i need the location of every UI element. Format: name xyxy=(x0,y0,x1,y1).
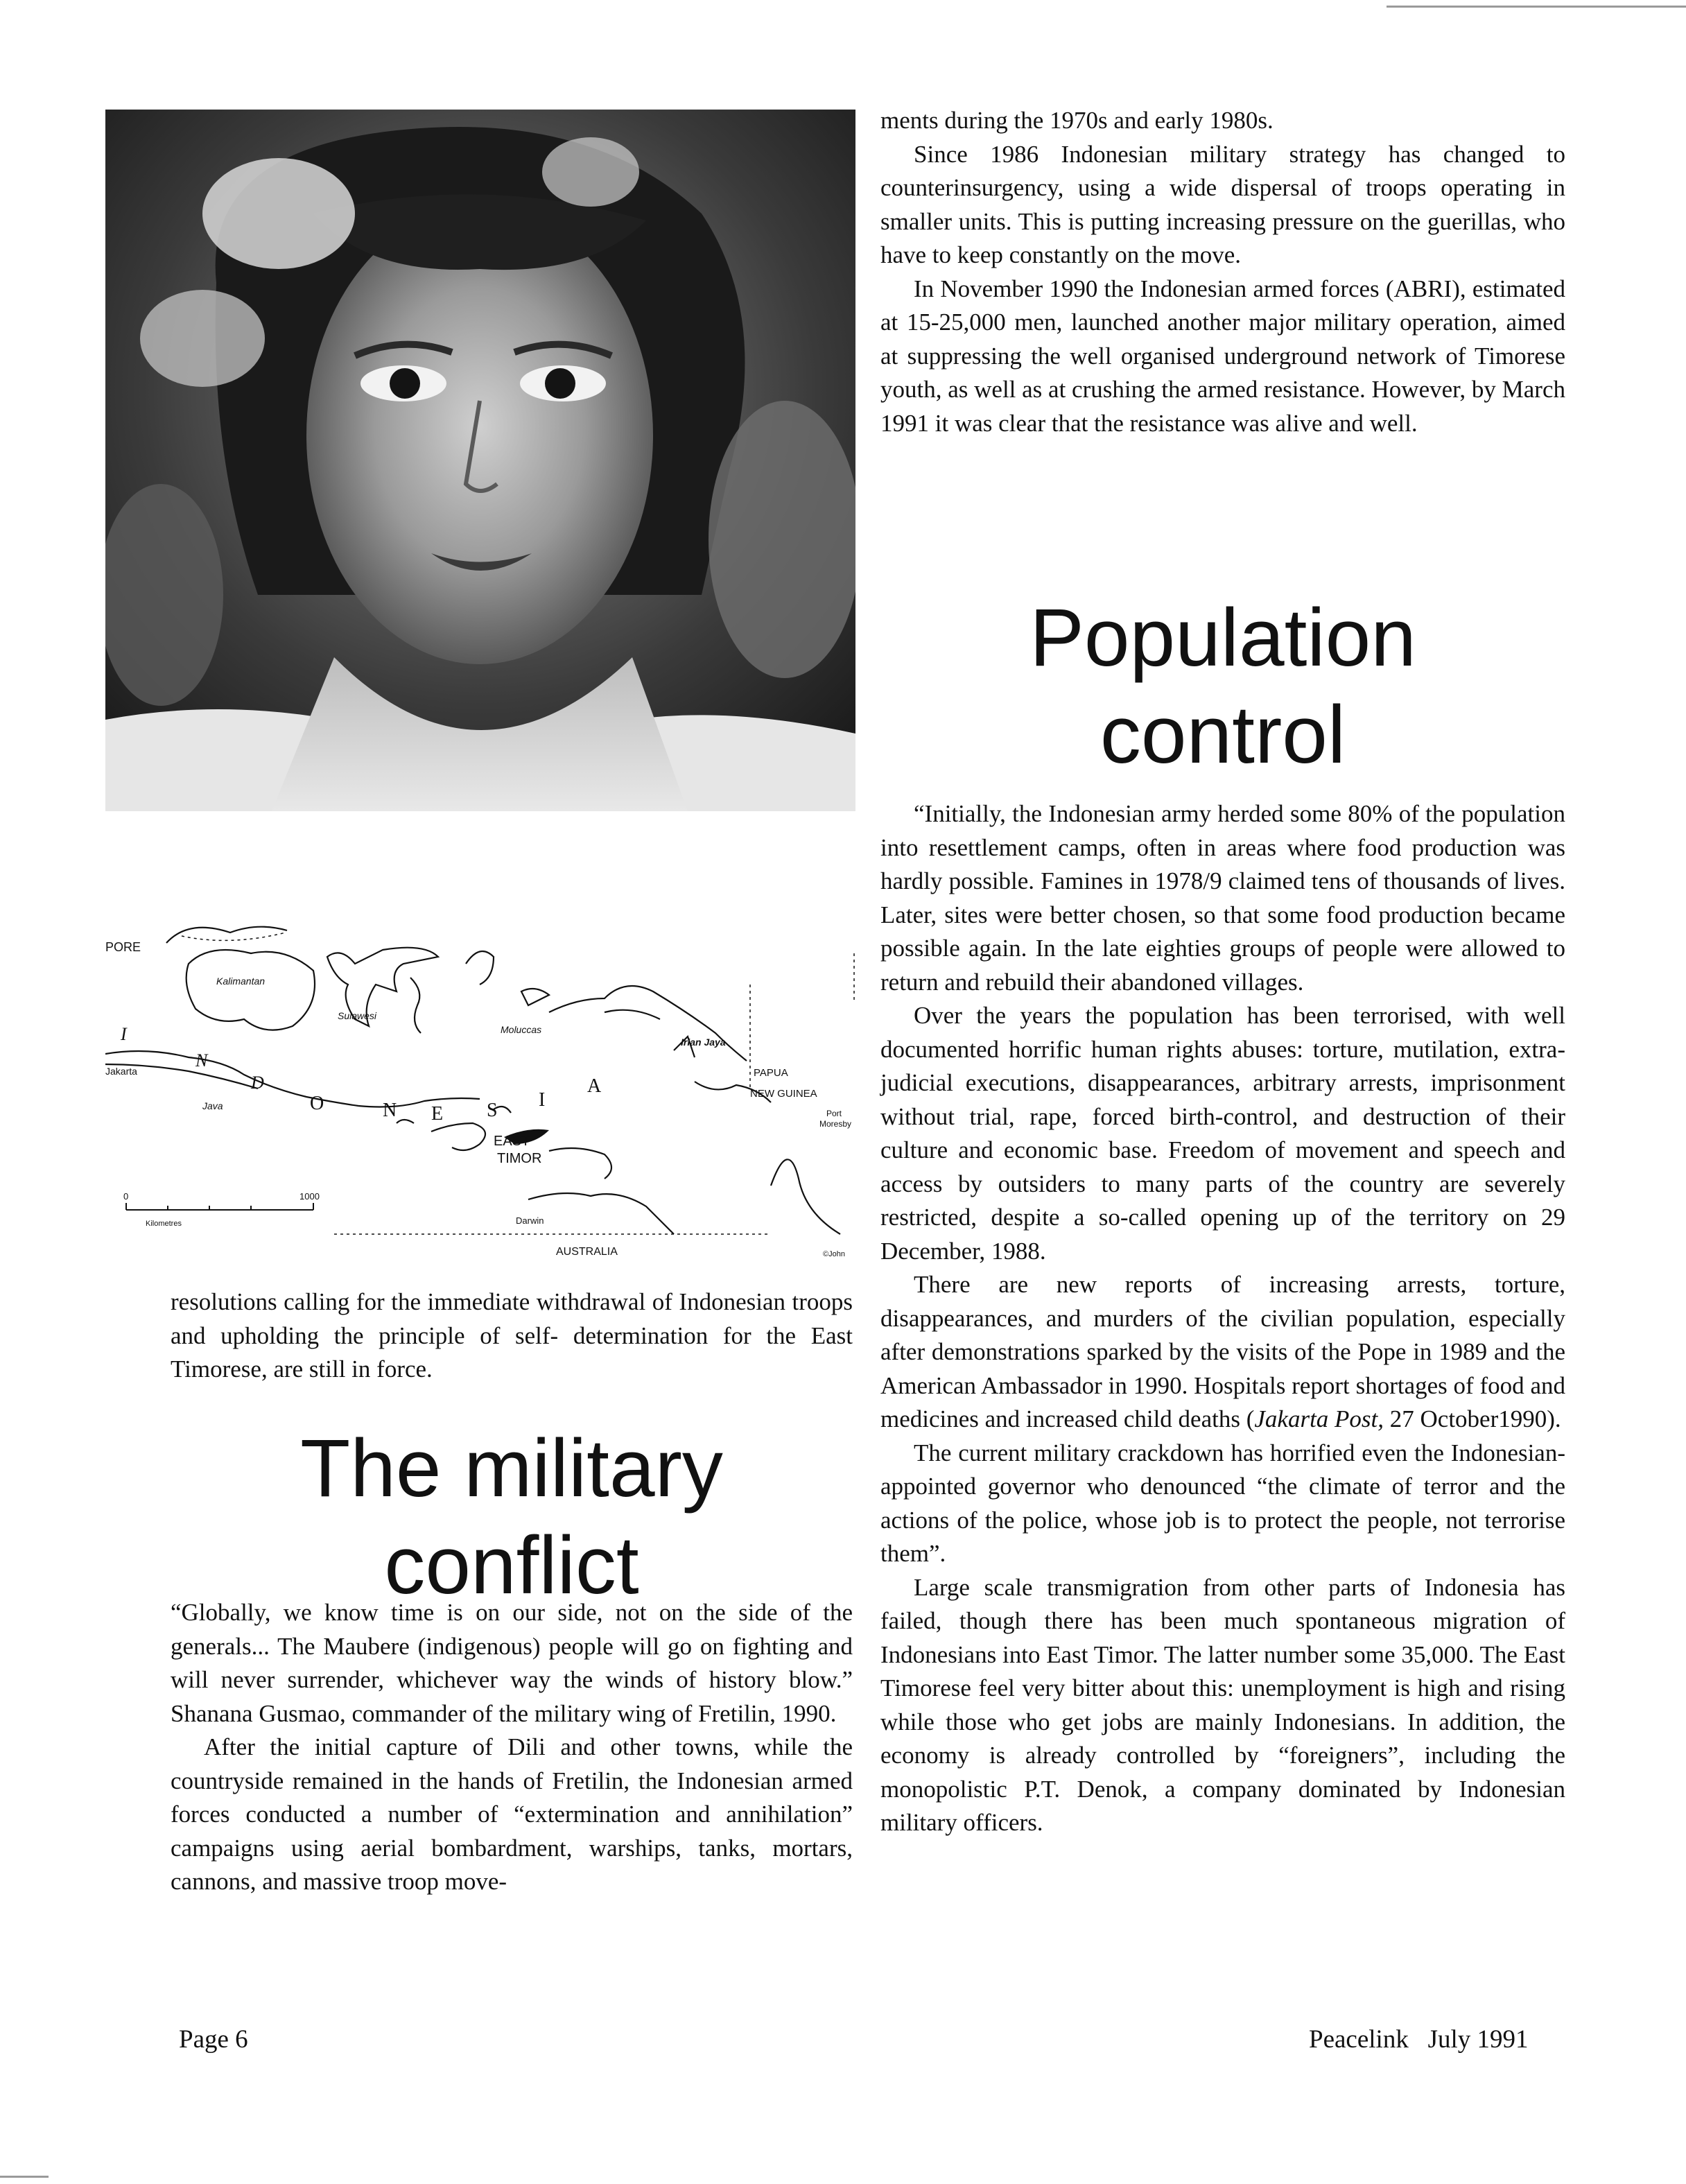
top-rule xyxy=(1387,6,1686,8)
map-label-east: EAST xyxy=(494,1134,530,1149)
map-label-irian-jaya: Irian Jaya xyxy=(681,1037,726,1048)
map-letter-i2: I xyxy=(539,1089,546,1111)
paragraph: resolutions calling for the immediate withdrawal of Indonesian troops and upholding the principle of self- determination for the East Timorese, are still in force. xyxy=(171,1288,853,1383)
left-column-continuation xyxy=(171,1285,853,1387)
left-column-body xyxy=(171,1596,853,1899)
map-label-papua: PAPUA xyxy=(754,1067,788,1079)
paragraph: Large scale transmigration from other parts of Indonesia has failed, though there has been much spontaneous migration of Indonesians into East Timor. The latter number some 35,000. The East Timorese feel very bitter about this: unemployment is high and rising while those who get jobs are mainly Indonesians. In addition, the economy is already controlled by “foreigners”, including the monopolistic P.T. Denok, a company dominated by Indonesian military officers. xyxy=(880,1573,1565,1836)
map-label-java: Java xyxy=(202,1100,223,1111)
map-label-sulawesi: Sulawesi xyxy=(338,1010,377,1021)
map-letter-i: I xyxy=(121,1024,127,1044)
map-label-darwin: Darwin xyxy=(516,1215,544,1226)
right-column-body xyxy=(880,797,1565,1840)
paragraph: There are new reports of increasing arrests, torture, disappearances, and murders of the civilian population, especially after demonstrations sparked by the visits of the Pope in 1989 and the American Ambassador in 1990. Hospitals report shortages of food and medicines and increased child deaths (Jakarta Post, 27 October1990). xyxy=(880,1271,1565,1432)
map-label-moluccas: Moluccas xyxy=(501,1024,542,1035)
map-letter-n: N xyxy=(195,1050,208,1071)
bottom-rule xyxy=(0,2176,49,2178)
paragraph: “Initially, the Indonesian army herded some 80% of the population into resettlement camps, often in areas where food production was hardly possible. Famines in 1978/9 claimed tens of thousands of lives. Later, sites were better chosen, so that some food production became possible again. In the late eighties groups of people were allowed to return and rebuild their abandoned villages. xyxy=(880,800,1565,996)
map-letter-s: S xyxy=(487,1100,498,1121)
map-label-australia: AUSTRALIA xyxy=(556,1246,618,1258)
map-scale-end: 1000 xyxy=(299,1191,320,1202)
paragraph: Since 1986 Indonesian military strategy has changed to counterinsurgency, using a wide dispersal of troops operating in smaller units. This is putting increasing pressure on the guerillas, who have to keep constantly on the move. xyxy=(880,140,1565,268)
map-label-kalimantan: Kalimantan xyxy=(216,976,266,987)
paragraph: Over the years the population has been terrorised, with well documented horrific human rights abuses: torture, mutilation, extra-judicial executions, disappearances, arbitrary arrests, imprisonment without trial, rape, forced birth-control, and destruction of their culture and economic base. Freedom of movement and speech and access by outsiders to many parts of the country are severely restricted, despite a so-called opening up of the territory on 29 December, 1988. xyxy=(880,1002,1565,1265)
map-label-new-guinea: NEW GUINEA xyxy=(750,1088,817,1100)
paragraph: ments during the 1970s and early 1980s. xyxy=(880,107,1274,134)
map-scale-unit: Kilometres xyxy=(146,1220,182,1228)
indonesia-map xyxy=(105,915,868,1269)
map-label-moresby: Moresby xyxy=(819,1119,852,1129)
map-label-pore: PORE xyxy=(105,940,141,954)
portrait-photo xyxy=(105,110,855,811)
map-scale-start: 0 xyxy=(123,1191,129,1202)
publication-footer: Peacelink July 1991 xyxy=(1309,2025,1529,2054)
map-letter-e: E xyxy=(431,1103,444,1125)
map-letter-n2: N xyxy=(383,1100,397,1121)
map-letter-a: A xyxy=(587,1075,602,1097)
page-number: Page 6 xyxy=(179,2025,248,2054)
paragraph: In November 1990 the Indonesian armed forces (ABRI), estimated at 15-25,000 men, launched another major military operation, aimed at suppressing the well organised underground network of Timorese youth, as well as at crushing the armed resistance. However, by March 1991 it was clear that the resistance was alive and well. xyxy=(880,275,1565,437)
map-letter-d: D xyxy=(251,1073,264,1093)
map-label-credit: ©John xyxy=(823,1250,845,1258)
paragraph: “Globally, we know time is on our side, not on the side of the generals... The Maubere (indigenous) people will go on fighting and will never surrender, whichever way the winds of history blow.” Shanana Gusmao, commander of the military wing of Fretilin, 1990. xyxy=(171,1599,853,1727)
map-label-timor: TIMOR xyxy=(497,1151,542,1166)
heading-military-conflict: The military conflict xyxy=(300,1423,723,1611)
source-citation: Jakarta Post, xyxy=(1254,1405,1384,1432)
paragraph: The current military crackdown has horrified even the Indonesian- appointed governor who denounced “the climate of terror and the actions of the police, whose job is to protect the people, not terrorise them”. xyxy=(880,1439,1565,1567)
map-label-port: Port xyxy=(826,1109,842,1118)
map-scale-bar xyxy=(126,1203,313,1210)
map-letter-o: O xyxy=(310,1093,324,1114)
heading-population-control: Population control xyxy=(1029,592,1416,781)
map-label-jakarta: Jakarta xyxy=(105,1066,137,1077)
paragraph: After the initial capture of Dili and other towns, while the countryside remained in the hands of Fretilin, the Indonesian armed forces conducted a number of “extermination and annihilation” campaigns using aerial bombardment, warships, tanks, mortars, cannons, and massive troop move- xyxy=(171,1733,853,1895)
right-column-top xyxy=(880,104,1565,440)
